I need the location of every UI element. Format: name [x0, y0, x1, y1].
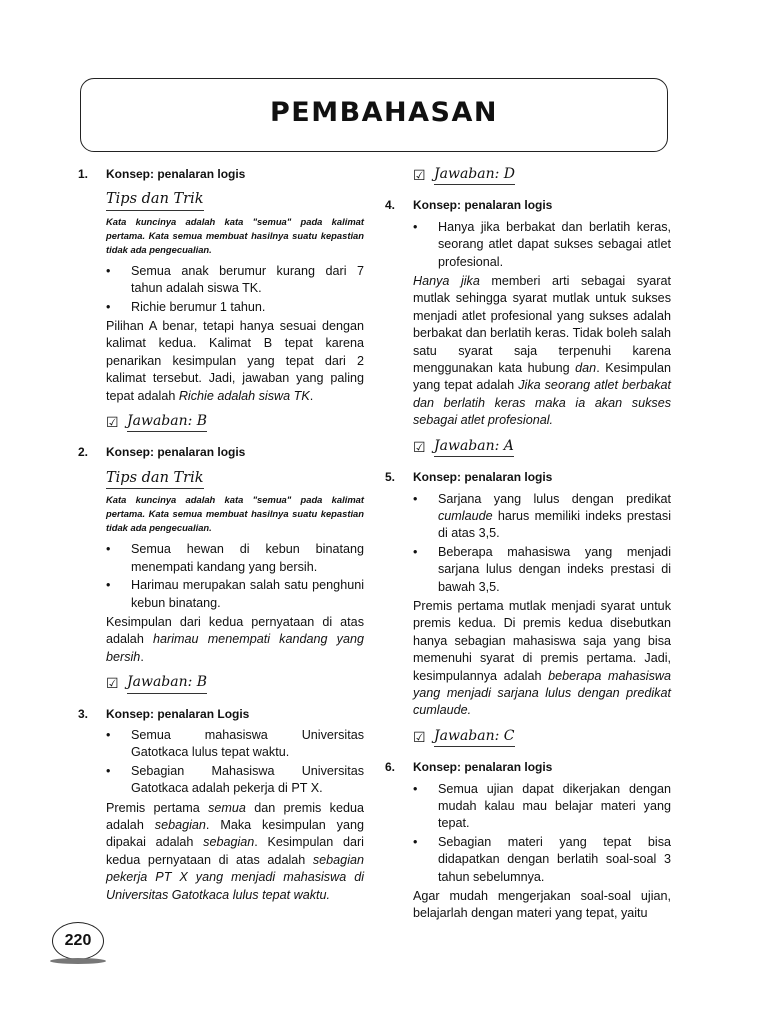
q2-tips-title: Tips dan Trik: [106, 470, 204, 489]
bullet-icon: •: [106, 542, 111, 557]
q2-bullets: [106, 541, 364, 612]
q4-bullets: [413, 219, 671, 271]
page-number: 220: [52, 922, 104, 960]
q6-bullets: [413, 781, 671, 886]
answer-label: Jawaban: C: [434, 728, 515, 747]
q4-answer: [413, 438, 671, 457]
q2-number: 2.: [78, 445, 89, 460]
bullet-icon: •: [413, 219, 418, 234]
page-title: PEMBAHASAN: [269, 97, 498, 128]
q3-bullets: [106, 727, 364, 798]
q5-body: [413, 491, 671, 748]
list-item: • Semua hewan di kebun binatang menempati kandang yang bersih.: [106, 542, 364, 574]
q6-number: 6.: [385, 760, 396, 775]
q4-number: 4.: [385, 198, 396, 213]
q6-explanation: Agar mudah mengerjakan soal-soal ujian, belajarlah dengan materi yang tepat, yaitu: [413, 889, 671, 921]
list-item: • Semua ujian dapat dikerjakan dengan mudah kalau mau belajar materi yang tepat.: [413, 781, 671, 831]
q2-explanation: Kesimpulan dari kedua pernyataan di atas adalah harimau menempati kandang yang bersih.: [106, 614, 364, 664]
bullet-icon: •: [413, 834, 418, 849]
q6-concept: Konsep: penalaran logis: [413, 760, 553, 775]
q1-tips-text: Kata kuncinya adalah kata "semua" pada kalimat pertama. Kata semua membuat hasilnya suatu kepastian tidak ada pengecualian.: [106, 215, 364, 255]
q5-number: 5.: [385, 470, 396, 485]
q5-header: [385, 469, 671, 486]
q3-concept: Konsep: penalaran Logis: [106, 706, 250, 721]
bullet-icon: •: [413, 781, 418, 796]
left-column: [78, 166, 364, 904]
list-item: • Semua anak berumur kurang dari 7 tahun adalah siswa TK.: [106, 263, 364, 296]
q2-concept: Konsep: penalaran logis: [106, 445, 246, 460]
q5-concept: Konsep: penalaran logis: [413, 470, 553, 485]
bullet-icon: •: [106, 578, 111, 593]
right-column: [385, 166, 671, 923]
q1-body: [106, 187, 364, 432]
q4-concept: Konsep: penalaran logis: [413, 198, 553, 213]
list-item: • Sarjana yang lulus dengan predikat cumlaude harus memiliki indeks prestasi di atas 3,5.: [413, 491, 671, 541]
bullet-icon: •: [106, 727, 111, 742]
answer-label: Jawaban: B: [127, 674, 207, 693]
q6-body: [413, 781, 671, 923]
q5-explanation: Premis pertama mutlak menjadi syarat untuk premis kedua. Di premis kedua disebutkan hanya sebagian mahasiswa saja yang bisa memenuhi syarat di premis pertama. Jadi, kesimpulannya adalah beberapa mahasiswa yang menjadi sarjana lulus dengan predikat cumlaude.: [413, 598, 671, 718]
q5-answer: [413, 728, 671, 747]
q6-header: [385, 759, 671, 776]
list-item: • Beberapa mahasiswa yang menjadi sarjana lulus dengan indeks prestasi di bawah 3,5.: [413, 544, 671, 594]
list-item: • Hanya jika berbakat dan berlatih keras, seorang atlet dapat sukses sebagai atlet profesional.: [413, 219, 671, 269]
q1-number: 1.: [78, 167, 89, 181]
q2-answer: [106, 674, 364, 693]
q2-body: [106, 466, 364, 694]
answer-label: Jawaban: B: [127, 413, 207, 432]
answer-label: Jawaban: D: [434, 166, 515, 185]
bullet-icon: •: [106, 299, 111, 314]
page-number-shadow: [50, 958, 106, 964]
page-number-badge: [52, 922, 106, 964]
checkbox-icon: ☑: [413, 728, 426, 745]
answer-label: Jawaban: A: [434, 438, 514, 457]
list-item: • Sebagian materi yang tepat bisa didapatkan dengan berlatih soal-soal 3 tahun sebelumnya.: [413, 834, 671, 884]
checkbox-icon: ☑: [106, 675, 119, 692]
q3-header: [78, 706, 364, 723]
q1-header: [78, 166, 364, 183]
q1-concept: Konsep: penalaran logis: [106, 167, 246, 181]
list-item: • Harimau merupakan salah satu penghuni kebun binatang.: [106, 578, 364, 610]
checkbox-icon: ☑: [106, 414, 119, 431]
q2-header: [78, 444, 364, 461]
bullet-icon: •: [413, 544, 418, 559]
bullet-icon: •: [413, 491, 418, 506]
q3-explanation: Premis pertama semua dan premis kedua adalah sebagian. Maka kesimpulan yang dipakai adalah sebagian. Kesimpulan dari kedua pernyataan di atas adalah sebagian pekerja PT X yang menjadi mahasiswa di Universitas Gatotkaca lulus tepat waktu.: [106, 800, 364, 902]
q1-tips-title: Tips dan Trik: [106, 191, 204, 210]
q2-tips-text: Kata kuncinya adalah kata "semua" pada kalimat pertama. Kata semua membuat hasilnya suatu kepastian tidak ada pengecualian.: [106, 494, 364, 534]
q3-body: [106, 727, 364, 904]
list-item: • Sebagian Mahasiswa Universitas Gatotkaca adalah pekerja di PT X.: [106, 763, 364, 796]
q1-answer: [106, 413, 364, 432]
q3-answer: [413, 166, 671, 185]
q5-bullets: [413, 491, 671, 596]
q4-body: [413, 219, 671, 271]
bullet-icon: •: [106, 763, 111, 778]
q1-explanation: Pilihan A benar, tetapi hanya sesuai dengan kalimat kedua. Kalimat B tepat karena penarikan kesimpulan yang tepat dari 2 kalimat tersebut. Jadi, jawaban yang paling tepat adalah Richie adalah siswa TK.: [106, 319, 364, 403]
q3-number: 3.: [78, 706, 89, 721]
list-item: • Semua mahasiswa Universitas Gatotkaca lulus tepat waktu.: [106, 727, 364, 760]
checkbox-icon: ☑: [413, 438, 426, 455]
checkbox-icon: ☑: [413, 167, 426, 184]
q1-bullets: [106, 263, 364, 316]
q4-header: [385, 197, 671, 214]
list-item: • Richie berumur 1 tahun.: [106, 299, 364, 316]
bullet-icon: •: [106, 263, 111, 278]
q4-explanation: Hanya jika memberi arti sebagai syarat mutlak sehingga syarat mutlak untuk sukses menjadi atlet profesional yang sukses adalah berbakat dan berlatih keras. Tidak boleh salah satu syarat saja terpenuhi karena menggunakan kata hubung dan. Kesimpulan yang tepat adalah Jika seorang atlet berbakat dan berlatih keras maka ia akan sukses sebagai atlet profesional.: [413, 274, 672, 428]
